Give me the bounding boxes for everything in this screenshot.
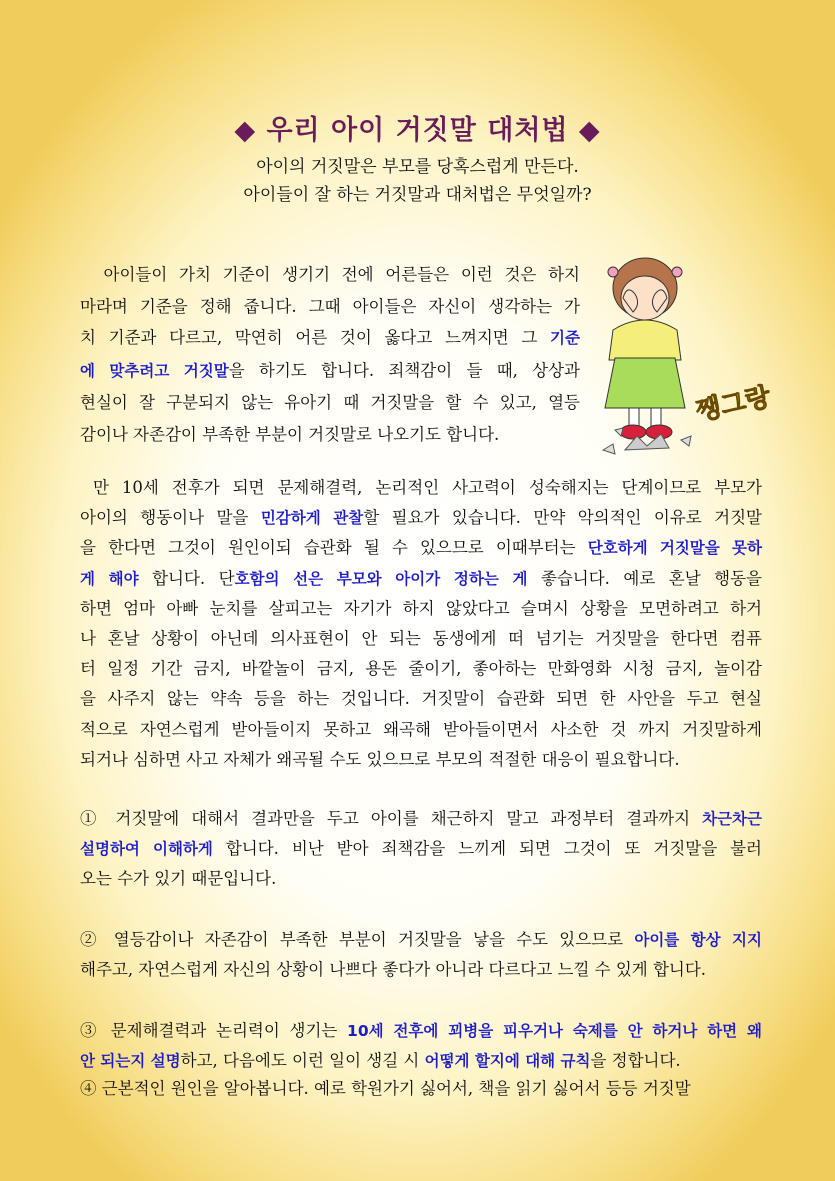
text-segment: 좋습니다. 예로 혼날 행동을 <box>527 568 762 588</box>
text-line <box>80 473 762 503</box>
highlighted-text: 게 해야 <box>80 569 139 588</box>
text-segment: ② 열등감이나 자존감이 부족한 부분이 거짓말을 낳을 수도 있으므로 <box>80 930 635 949</box>
highlighted-text: 설명하여 이해하게 <box>80 840 213 858</box>
text-line <box>80 654 762 684</box>
text-line <box>80 387 580 419</box>
text-line <box>80 322 580 355</box>
text-line <box>80 533 762 563</box>
highlighted-text: 아이를 항상 지지 <box>634 931 763 949</box>
text-segment: 적으로 자연스럽게 받아들이지 못하고 왜곡해 받아들이면서 사소한 것 까지 거짓말하게 <box>80 719 762 739</box>
text-line <box>80 564 762 594</box>
text-segment: 현실이 잘 구분되지 않는 유아기 때 거짓말을 할 수 있고, 열등 <box>80 393 580 413</box>
text-segment: 아이의 행동이나 말을 <box>80 508 261 528</box>
tip-2 <box>80 925 762 985</box>
text-segment: 감이나 자존감이 부족한 부분이 거짓말로 나오기도 합니다. <box>80 424 500 444</box>
text-segment: 치 기준과 다르고, 막연히 어른 것이 옳다고 느껴지면 그 <box>80 328 551 348</box>
text-line <box>80 419 580 451</box>
text-line <box>80 955 762 985</box>
text-segment: 아이들이 가치 기준이 생기기 전에 어른들은 이런 것은 하지 <box>80 265 580 284</box>
text-segment: 을 사주지 않는 약속 등을 하는 것입니다. 거짓말이 습관화 되면 한 사안을 두고 현실 <box>80 689 762 709</box>
text-line <box>80 624 762 654</box>
text-line <box>80 864 762 894</box>
text-segment: 합니다. 비난 받아 죄책감을 느끼게 되면 그것이 또 거짓말을 불러 <box>212 839 763 858</box>
text-line <box>80 804 762 834</box>
text-line <box>80 291 580 323</box>
subtitle-line-1: 아이의 거짓말은 부모를 당혹스럽게 만든다. <box>256 157 579 177</box>
text-segment: ① 거짓말에 대해서 결과만을 두고 아이를 채근하지 말고 과정부터 결과까지 <box>80 809 703 828</box>
highlighted-text: 단호하게 거짓말을 못하 <box>587 539 762 558</box>
text-line <box>80 925 762 955</box>
text-segment: 되거나 심하면 사고 자체가 왜곡될 수도 있으므로 부모의 적절한 대응이 필요합니다. <box>80 749 680 769</box>
text-line <box>80 1074 762 1103</box>
text-segment: 할 필요가 있습니다. 만약 악의적인 이유로 거짓말 <box>363 508 762 528</box>
highlighted-text: 어떻게 할지에 대해 규칙 <box>424 1052 591 1070</box>
sound-effect-text: 쨍그랑 <box>693 382 774 428</box>
tip-1 <box>80 804 762 894</box>
text-segment: 해주고, 자연스럽게 자신의 상황이 나쁘다 좋다가 아니라 다르다고 느낄 수 있게 합니다. <box>80 960 707 979</box>
text-segment: 터 일정 기간 금지, 바깥놀이 금지, 용돈 줄이기, 좋아하는 만화영화 시청 금지, 놀이감 <box>80 659 762 679</box>
text-segment: 하면 엄마 아빠 눈치를 살피고는 자기가 하지 않았다고 슬며시 상황을 모면하려고 하거 <box>80 598 762 618</box>
text-line <box>80 715 762 745</box>
text-line <box>80 1016 762 1046</box>
text-segment: 을 한다면 그것이 원인이되 습관화 될 수 있으므로 이때부터는 <box>80 538 588 558</box>
text-segment: ④ 근본적인 원인을 알아봅니다. 예로 학원가기 싫어서, 책을 읽기 싫어서 등등 거짓말 <box>80 1079 691 1098</box>
highlighted-text: 차근차근 <box>702 810 762 828</box>
page-title: ◆ 우리 아이 거짓말 대처법 ◆ <box>234 115 601 146</box>
paragraph-intro <box>80 259 580 451</box>
text-segment: 마라며 기준을 정해 줍니다. 그때 아이들은 자신이 생각하는 가 <box>80 296 580 316</box>
text-line <box>80 259 580 291</box>
highlighted-text: 호함의 선은 부모와 아이가 정하는 게 <box>234 569 528 588</box>
highlighted-text: 10세 전후에 꾀병을 피우거나 숙제를 안 하거나 하면 왜 <box>347 1022 762 1040</box>
text-line <box>80 503 762 533</box>
highlighted-text: 기준 <box>550 329 580 348</box>
tip-4 <box>80 1074 762 1103</box>
text-segment: 합니다. 단 <box>138 568 235 588</box>
text-segment: 만 10세 전후가 되면 문제해결력, 논리적인 사고력이 성숙해지는 단계이므로 부모가 <box>80 478 762 497</box>
text-segment: 을 하기도 합니다. 죄책감이 들 때, 상상과 <box>228 360 580 380</box>
highlighted-text: 안 되는지 설명 <box>80 1052 181 1070</box>
girl-covering-face-broken-dish-icon <box>585 250 810 460</box>
text-line <box>80 745 762 775</box>
highlighted-text: 민감하게 관찰 <box>260 509 364 528</box>
text-segment: ③ 문제해결력과 논리력이 생기는 <box>80 1021 348 1040</box>
text-segment: 나 혼날 상황이 아닌데 의사표현이 안 되는 동생에게 떠 넘기는 거짓말을 한다면 컴퓨 <box>80 629 762 649</box>
tip-3 <box>80 1016 762 1076</box>
text-line <box>80 834 762 864</box>
subtitle-line-2: 아이들이 잘 하는 거짓말과 대처법은 무엇일까? <box>243 185 592 205</box>
paragraph-age-ten <box>80 473 762 775</box>
text-line <box>80 684 762 714</box>
text-line <box>80 1046 762 1076</box>
text-segment: 하고, 다음에도 이런 일이 생길 시 <box>180 1051 425 1070</box>
text-segment: 오는 수가 있기 때문입니다. <box>80 869 277 888</box>
text-line <box>80 355 580 388</box>
text-line <box>80 594 762 624</box>
text-segment: 을 정합니다. <box>590 1051 681 1070</box>
highlighted-text: 에 맞추려고 거짓말 <box>80 361 229 380</box>
